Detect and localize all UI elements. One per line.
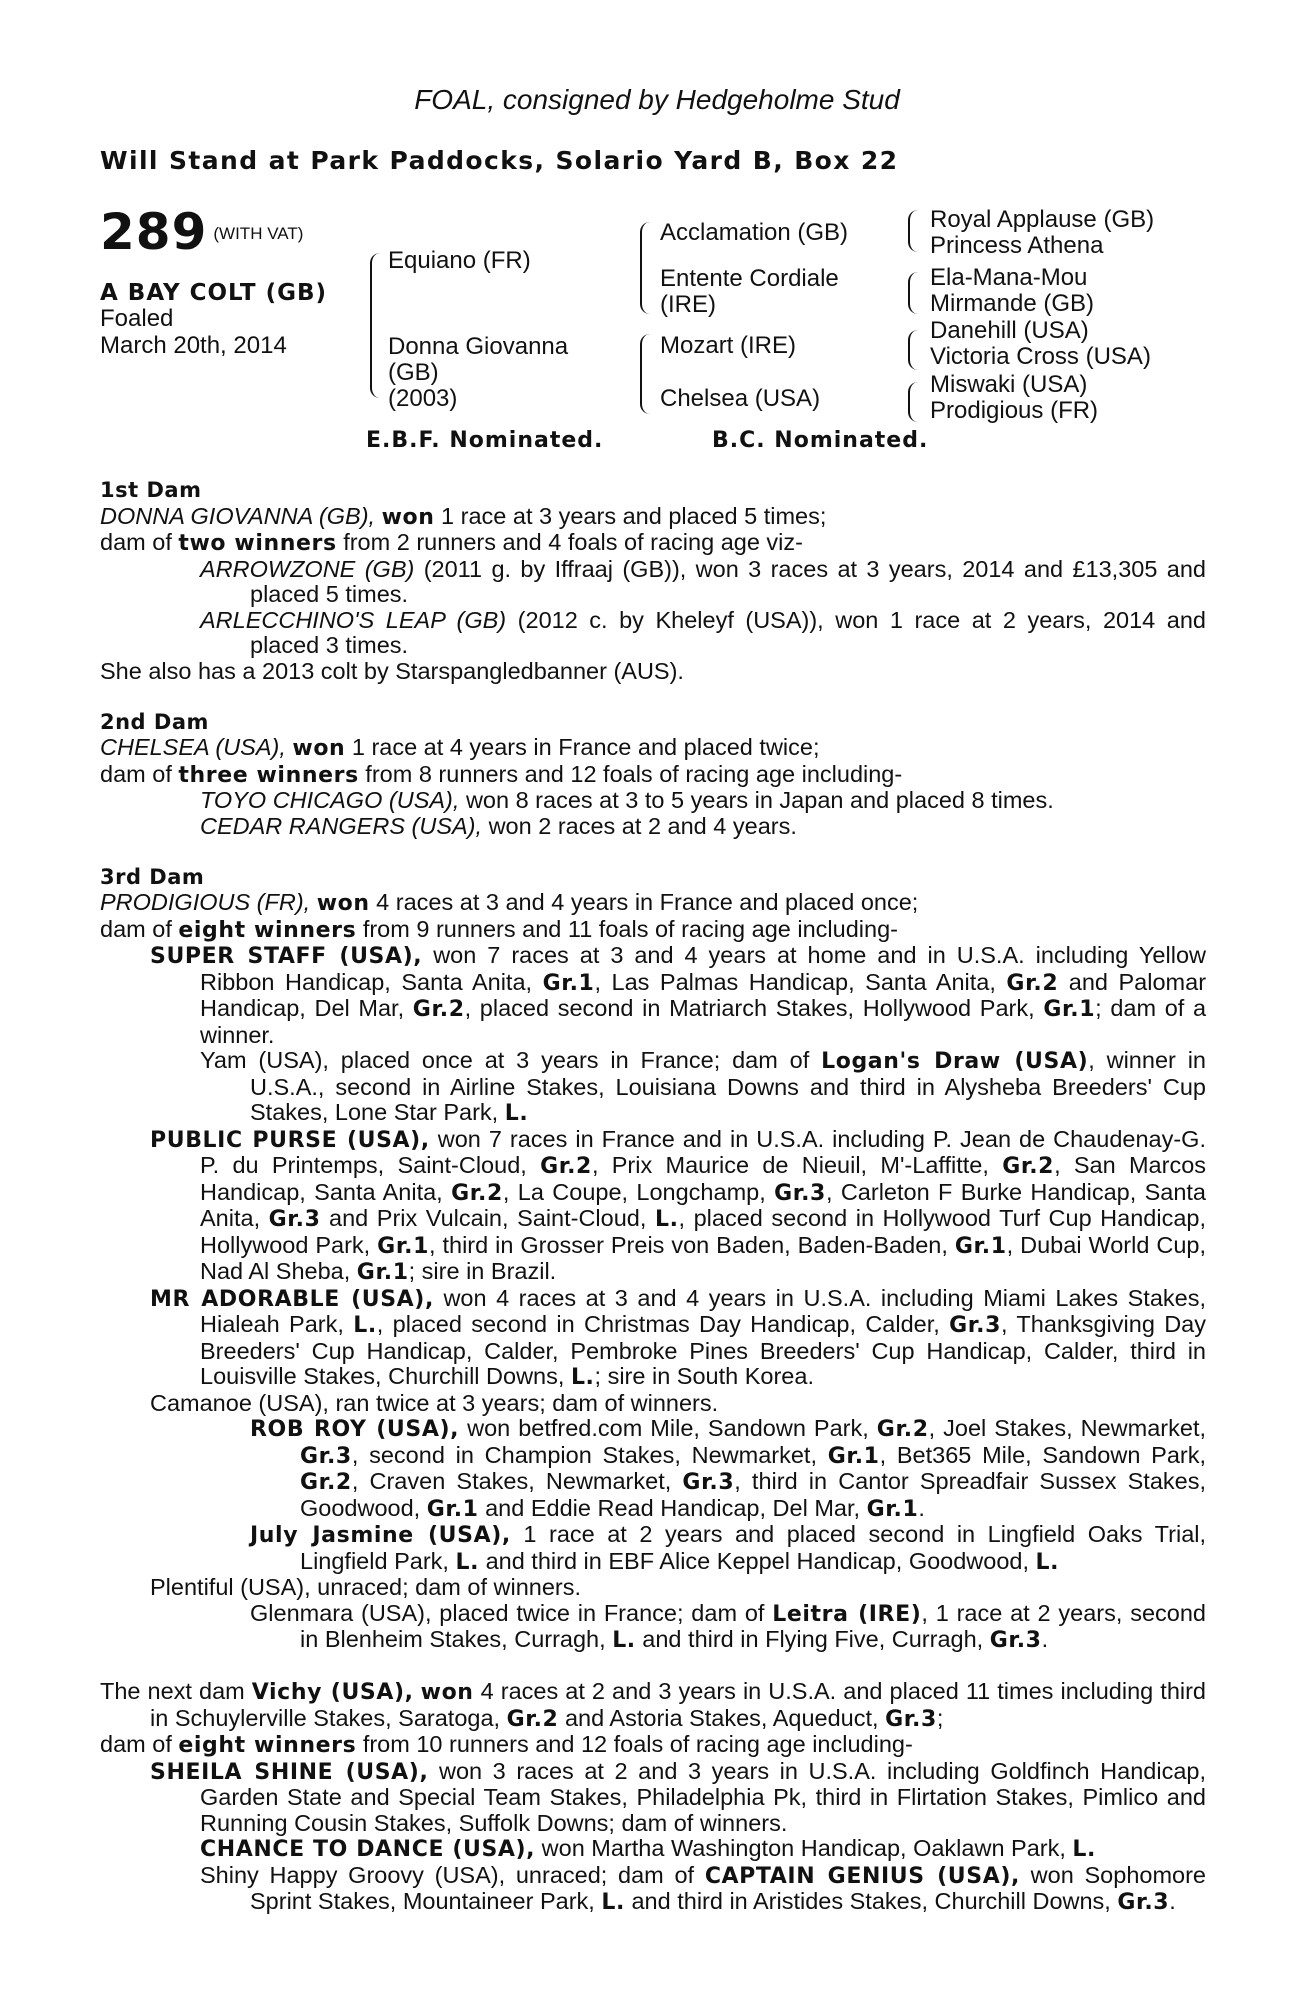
pedigree-brace [370, 253, 382, 398]
text: and third in Flying Five, Curragh, [642, 1626, 984, 1652]
grade: Gr.1 [356, 1260, 409, 1285]
produce-entry [100, 788, 1206, 814]
produce-text: won 8 races at 3 to 5 years in Japan and placed 8 times. [465, 787, 1054, 813]
consignor-line: FOAL, consigned by Hedgeholme Stud [414, 84, 900, 115]
ancestor: Prodigious (FR) [930, 397, 1099, 424]
ancestor: Mirmande (GB) [930, 290, 1095, 317]
grade: L. [612, 1628, 636, 1653]
second-dam-produce-summary [100, 762, 1206, 789]
text: . [918, 1494, 925, 1521]
spacer [100, 839, 1206, 865]
produce-name: ROB ROY (USA), [250, 1417, 460, 1442]
text: and Eddie Read Handicap, Del Mar, [485, 1494, 861, 1521]
ancestor: Danehill (USA) [930, 317, 1089, 344]
pedigree-brace [640, 334, 650, 414]
grade: L. [654, 1207, 679, 1232]
text: The next dam [100, 1678, 245, 1704]
ancestor: Miswaki (USA) [930, 371, 1088, 398]
grade: Gr.2 [1002, 1154, 1055, 1179]
won-label: won [316, 891, 370, 916]
text: ; sire in Brazil. [408, 1258, 557, 1284]
text: , second in Champion Stakes, Newmarket, [351, 1441, 817, 1468]
spacer [100, 1654, 1206, 1680]
produce-name: SUPER STAFF (USA), [150, 944, 423, 969]
produce-entry [100, 557, 1206, 608]
grade: Gr.1 [542, 970, 595, 996]
produce-name: PUBLIC PURSE (USA), [150, 1127, 430, 1153]
won-label: won [381, 504, 435, 530]
stand-location: Will Stand at Park Paddocks, Solario Yard B, Box 22 [100, 146, 899, 175]
produce-entry [100, 1522, 1206, 1575]
produce-entry [100, 1416, 1206, 1522]
grade: Gr.2 [540, 1154, 592, 1179]
grade: L. [353, 1313, 377, 1338]
text: , third in Grosser Preis von Baden, Baden-Baden, [429, 1231, 948, 1258]
pedigree-brace [908, 272, 918, 314]
text: , third in Cantor Spreadfair Sussex Stakes, Goodwood, [300, 1468, 1207, 1521]
text: , placed second in Hollywood Turf Cup Handicap, Hollywood Park, [200, 1205, 1207, 1258]
produce-entry [100, 1601, 1206, 1654]
text: won 7 races at 3 and 4 years at home and in U.S.A. including Yellow Ribbon Handicap, Santa Anita, [200, 942, 1206, 995]
text: won 4 races at 3 and 4 years in U.S.A. including Miami Lakes Stakes, Hialeah Park, [200, 1284, 1206, 1337]
text: , 1 race at 2 years, second in Blenheim Stakes, Curragh, [300, 1599, 1206, 1652]
dam-name-line1: Donna Giovanna [388, 333, 569, 360]
grade: Gr.3 [1117, 1890, 1170, 1915]
winners-count: eight winners [178, 1733, 357, 1758]
grade: L. [1035, 1549, 1060, 1575]
text: won betfred.com Mile, Sandown Park, [467, 1415, 869, 1441]
text: , winner in U.S.A., second in Airline Stakes, Louisiana Downs and third in Alysheba Breeders' Cup Stakes, Lone Star Park, [250, 1047, 1206, 1125]
produce-name: CEDAR RANGERS (USA), [200, 812, 483, 839]
produce-name: MR ADORABLE (USA), [150, 1286, 434, 1312]
text: and third in Aristides Stakes, Churchill Downs, [631, 1888, 1111, 1914]
grade: Gr.1 [866, 1496, 919, 1522]
text: . [1169, 1888, 1176, 1914]
vat-note: (WITH VAT) [213, 224, 304, 243]
dam-name: Vichy (USA), [251, 1680, 414, 1705]
pedigree-brace [640, 222, 650, 314]
record-text: 1 race at 4 years in France and placed twice; [351, 734, 820, 760]
pedigree-brace [908, 382, 918, 422]
grade: L. [504, 1101, 529, 1126]
grade: Gr.2 [506, 1706, 559, 1732]
lot-number: 289 [100, 203, 208, 261]
produce-name: Logan's Draw (USA) [821, 1049, 1089, 1074]
text: from 8 runners and 12 foals of racing age including- [365, 760, 903, 787]
ancestor: Royal Applause (GB) [930, 206, 1155, 233]
produce-entry [100, 1836, 1206, 1863]
also-note: She also has a 2013 colt by Starspangledbanner (AUS). [100, 657, 684, 684]
grade: Gr.2 [451, 1180, 503, 1206]
produce-entry [100, 1286, 1206, 1391]
text: , Dubai World Cup, Nad Al Sheba, [200, 1231, 1207, 1284]
text: , San Marcos Handicap, Santa Anita, [200, 1152, 1207, 1205]
grade: Gr.3 [682, 1470, 735, 1495]
produce-entry [100, 1127, 1206, 1286]
text: , Las Palmas Handicap, Santa Anita, [594, 968, 996, 995]
text: and Astoria Stakes, Aqueduct, [564, 1704, 879, 1731]
text: 4 races at 2 and 3 years in U.S.A. and placed 11 times including third in Schuylerville Stakes, Saratoga, [150, 1678, 1207, 1731]
text: , Joel Stakes, Newmarket, [928, 1415, 1207, 1441]
dam-dam: Chelsea (USA) [660, 385, 821, 412]
spacer [100, 684, 1206, 710]
first-dam-heading: 1st Dam [100, 478, 202, 502]
foaled-date: March 20th, 2014 [100, 332, 287, 359]
lot-number-block [100, 203, 303, 261]
grade: Gr.2 [300, 1470, 352, 1495]
sire-dam-line1: Entente Cordiale [660, 265, 839, 292]
grade: L. [455, 1549, 480, 1575]
dam-records [100, 478, 1206, 1916]
text: Shiny Happy Groovy (USA), unraced; dam of [200, 1861, 695, 1888]
text: dam of [100, 529, 172, 555]
ancestor: Ela-Mana-Mou [930, 264, 1088, 291]
produce-name: CAPTAIN GENIUS (USA), [704, 1863, 1020, 1889]
text: Glenmara (USA), placed twice in France; dam of [250, 1599, 765, 1626]
produce-text: (2012 c. by Kheleyf (USA)), won 1 race at 2 years, 2014 and placed 3 times. [250, 606, 1206, 658]
grade: Gr.2 [1006, 970, 1059, 996]
produce-text: (2011 g. by Iffraaj (GB)), won 3 races at 3 years, 2014 and £13,305 and placed 5 times. [250, 555, 1206, 607]
foaled-info [100, 305, 287, 359]
produce-name: CHANCE TO DANCE (USA), [200, 1837, 536, 1862]
text: , Craven Stakes, Newmarket, [351, 1468, 672, 1494]
text: , La Coupe, Longchamp, [502, 1178, 766, 1205]
grade: Gr.3 [989, 1628, 1042, 1653]
grade: Gr.1 [377, 1233, 429, 1259]
foaled-label: Foaled [100, 305, 174, 332]
ancestor: Victoria Cross (USA) [930, 343, 1151, 370]
record-text: 4 races at 3 and 4 years in France and placed once; [376, 889, 919, 915]
text: won Sophomore Sprint Stakes, Mountaineer Park, [250, 1861, 1207, 1914]
next-dam-produce-summary [100, 1732, 1206, 1759]
text: and Palomar Handicap, Del Mar, [200, 968, 1207, 1021]
first-dam-produce-summary [100, 530, 1206, 557]
text: and third in EBF Alice Keppel Handicap, Goodwood, [485, 1547, 1030, 1574]
grade: Gr.3 [774, 1180, 826, 1206]
next-dam-record [100, 1679, 1206, 1732]
text: dam of [100, 915, 172, 942]
text: ; [936, 1704, 944, 1731]
grade: Gr.3 [949, 1313, 1001, 1338]
text: , Carleton F Burke Handicap, Santa Anita, [200, 1178, 1207, 1231]
produce-entry [100, 1759, 1206, 1837]
produce-entry [100, 943, 1206, 1048]
text: dam of [100, 1731, 172, 1757]
grade: Gr.3 [885, 1706, 937, 1732]
produce-name: Leitra (IRE) [772, 1601, 922, 1627]
produce-name: TOYO CHICAGO (USA), [200, 787, 460, 813]
produce-entry [100, 1048, 1206, 1127]
sire-name: Equiano (FR) [388, 247, 531, 274]
text: Yam (USA), placed once at 3 years in France; dam of [200, 1047, 810, 1073]
text: , Bet365 Mile, Sandown Park, [879, 1441, 1207, 1468]
dam-sire: Mozart (IRE) [660, 332, 797, 359]
grade: Gr.2 [412, 997, 465, 1022]
won-label: won [292, 736, 346, 761]
dam-foal-year: (2003) [388, 385, 458, 412]
first-dam-record [100, 504, 1206, 531]
third-dam-produce-summary [100, 917, 1206, 944]
text: won 7 races in France and in U.S.A. including P. Jean de Chaudenay-G. P. du Printemps, Saint-Cloud, [200, 1125, 1206, 1178]
winners-count: three winners [178, 762, 359, 788]
sire-dam-line2: (IRE) [660, 291, 716, 318]
grade: Gr.3 [268, 1207, 321, 1232]
text: won Martha Washington Handicap, Oaklawn Park, [541, 1835, 1066, 1861]
text: ; sire in South Korea. [594, 1363, 814, 1389]
produce-name: SHEILA SHINE (USA), [150, 1759, 429, 1785]
produce-entry [100, 814, 1206, 840]
sire-sire: Acclamation (GB) [660, 219, 849, 246]
text: , placed second in Christmas Day Handicap, Calder, [376, 1311, 940, 1337]
text: from 2 runners and 4 foals of racing age viz- [343, 529, 803, 555]
ancestor: Princess Athena [930, 232, 1104, 259]
text: and Prix Vulcain, Saint-Cloud, [329, 1205, 647, 1231]
ebf-nominated: E.B.F. Nominated. [366, 428, 604, 453]
pedigree-brace [908, 210, 918, 252]
third-dam-heading: 3rd Dam [100, 864, 205, 889]
pedigree-brace [908, 330, 918, 370]
grade: Gr.2 [876, 1417, 929, 1442]
grade: L. [1072, 1837, 1096, 1862]
produce-entry: Camanoe (USA), ran twice at 3 years; dam of winners. [150, 1389, 719, 1416]
bc-nominated: B.C. Nominated. [712, 428, 929, 453]
produce-name: ARLECCHINO'S LEAP (GB) [200, 606, 507, 633]
text: , Thanksgiving Day Breeders' Cup Handicap, Calder, Pembroke Pines Breeders' Cup Handicap, Calder, third in Louisville Stakes, Churchill Downs, [200, 1311, 1207, 1389]
grade: Gr.1 [827, 1443, 880, 1469]
grade: Gr.3 [300, 1443, 352, 1469]
second-dam-heading: 2nd Dam [100, 709, 209, 734]
grade: Gr.1 [1043, 997, 1096, 1022]
grade: L. [601, 1890, 625, 1915]
third-dam-record [100, 890, 1206, 917]
grade: Gr.1 [426, 1496, 479, 1522]
dam-name: CHELSEA (USA), [100, 734, 286, 760]
text: ; dam of a winner. [200, 995, 1207, 1048]
winners-count: eight winners [178, 917, 357, 943]
text: from 10 runners and 12 foals of racing age including- [362, 1731, 913, 1757]
text: . [1041, 1626, 1049, 1652]
dam-name: DONNA GIOVANNA (GB), [100, 502, 376, 529]
winners-count: two winners [178, 531, 337, 556]
text: , Prix Maurice de Nieuil, M'-Laffitte, [591, 1152, 989, 1178]
dam-name: PRODIGIOUS (FR), [100, 889, 311, 915]
dam-name-line2: (GB) [388, 359, 439, 386]
produce-name: July Jasmine (USA), [250, 1523, 511, 1548]
text: won 3 races at 2 and 3 years in U.S.A. including Goldfinch Handicap, Garden State and Special Team Stakes, Philadelphia Pk, third in Flirtation Stakes, Pimlico and Running Cousin Stakes, Suffolk Downs; dam of winners. [200, 1757, 1206, 1836]
text: , placed second in Matriarch Stakes, Hollywood Park, [464, 995, 1035, 1021]
produce-entry: Plentiful (USA), unraced; dam of winners. [150, 1574, 582, 1600]
won-label: won [420, 1680, 474, 1705]
produce-text: won 2 races at 2 and 4 years. [488, 812, 797, 839]
lot-description: A BAY COLT (GB) [100, 280, 328, 306]
produce-name: ARROWZONE (GB) [200, 555, 415, 582]
text: dam of [100, 760, 172, 787]
text: 1 race at 2 years and placed second in Lingfield Oaks Trial, Lingfield Park, [300, 1521, 1207, 1574]
text: from 9 runners and 11 foals of racing age including- [362, 915, 898, 942]
record-text: 1 race at 3 years and placed 5 times; [441, 502, 827, 529]
produce-entry [100, 1863, 1206, 1916]
grade: L. [570, 1365, 595, 1390]
grade: Gr.1 [954, 1233, 1007, 1259]
produce-entry [100, 608, 1206, 659]
second-dam-record [100, 735, 1206, 762]
